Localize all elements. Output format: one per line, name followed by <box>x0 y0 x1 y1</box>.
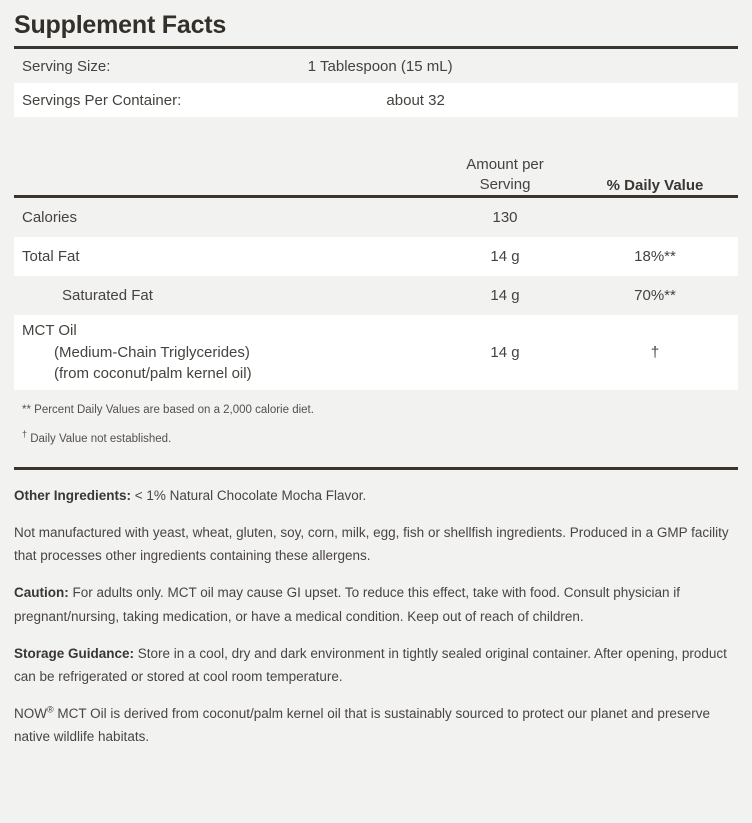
mct-oil-subtitle-1: (Medium-Chain Triglycerides) <box>54 343 250 361</box>
nutrient-amount: 130 <box>492 209 518 226</box>
footnotes-section <box>14 390 738 459</box>
dagger-footnote-marker: † <box>22 428 28 439</box>
nutrient-daily-value: 70%** <box>634 287 676 304</box>
table-row <box>14 237 738 276</box>
caution-label: Caution: <box>14 585 69 601</box>
serving-size-label: Serving Size: <box>22 57 111 75</box>
mct-oil-subtitle-2: (from coconut/palm kernel oil) <box>54 365 252 383</box>
table-row <box>14 315 738 390</box>
daily-value-not-established-footnote <box>22 426 730 455</box>
percent-daily-value-footnote <box>22 400 730 426</box>
other-ingredients-paragraph <box>14 484 738 507</box>
amount-per-serving-line1: Amount per <box>466 155 544 173</box>
nutrient-daily-value: † <box>650 344 660 361</box>
mct-oil-name: MCT Oil <box>22 321 77 339</box>
storage-guidance-label: Storage Guidance: <box>14 645 135 661</box>
servings-per-container-row <box>14 83 738 117</box>
allergen-statement-paragraph: Not manufactured with yeast, wheat, gluten, soy, corn, milk, egg, fish or shellfish ingredients. Produced in a GMP facility that processes other ingredients containing these allergens. <box>14 524 729 564</box>
page-title: Supplement Facts <box>14 11 227 39</box>
other-ingredients-label: Other Ingredients: <box>14 487 132 503</box>
nutrient-amount: 14 g <box>490 287 520 304</box>
dagger-footnote-text: Daily Value not established. <box>27 432 172 445</box>
nutrient-daily-value: 18%** <box>634 248 676 265</box>
servings-per-container-value: about 32 <box>386 91 445 109</box>
percent-footnote-marker: ** <box>22 404 31 416</box>
daily-value-header: % Daily Value <box>606 177 704 194</box>
table-row <box>14 276 738 315</box>
brand-name: NOW <box>14 706 47 722</box>
serving-size-row <box>14 49 738 83</box>
percent-footnote-text: Percent Daily Values are based on a 2,000 calorie diet. <box>30 404 314 416</box>
table-row <box>14 198 738 237</box>
nutrient-name: Saturated Fat <box>62 287 153 304</box>
nutrient-name-group <box>22 320 430 385</box>
registered-trademark-icon: ® <box>47 704 54 715</box>
nutrient-amount: 14 g <box>490 344 520 361</box>
other-ingredients-text: < 1% Natural Chocolate Mocha Flavor. <box>131 487 367 503</box>
spacer-block <box>0 117 752 139</box>
column-headers <box>14 139 738 195</box>
amount-per-serving-header <box>430 155 580 196</box>
nutrient-name: Total Fat <box>22 248 80 265</box>
caution-text: For adults only. MCT oil may cause GI upset. To reduce this effect, take with food. Consult physician if pregnant/nursing, taking medication, or have a medical condition. Keep out of reach of children. <box>14 585 681 624</box>
servings-per-container-label: Servings Per Container: <box>22 91 182 109</box>
body-copy-section <box>0 470 752 749</box>
sustainability-text: MCT Oil is derived from coconut/palm kernel oil that is sustainably sourced to protect our planet and preserve native wildlife habitats. <box>14 706 710 745</box>
sustainability-paragraph <box>14 702 738 748</box>
nutrient-name: Calories <box>22 209 78 226</box>
caution-paragraph <box>14 581 738 627</box>
nutrient-amount: 14 g <box>490 248 520 265</box>
serving-size-value: 1 Tablespoon (15 mL) <box>307 57 453 75</box>
amount-per-serving-line2: Serving <box>479 175 531 193</box>
storage-guidance-paragraph <box>14 642 738 688</box>
storage-guidance-text: Store in a cool, dry and dark environment in tightly sealed original container. After opening, product can be refrigerated or stored at cool room temperature. <box>14 645 727 685</box>
